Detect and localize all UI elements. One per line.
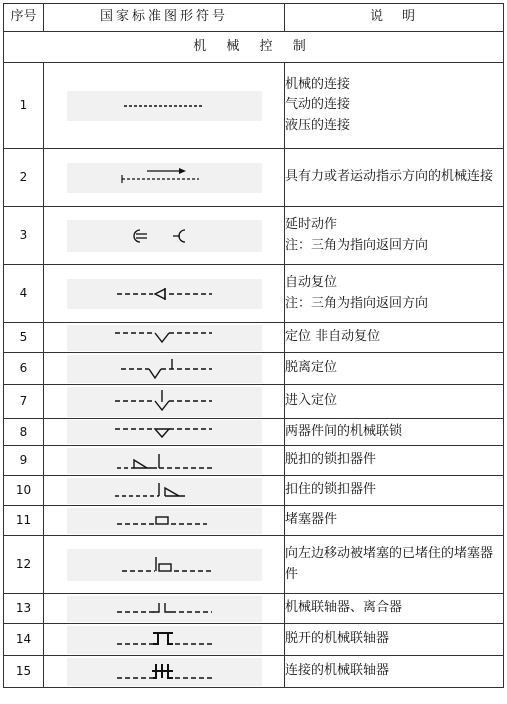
symbol-cell xyxy=(44,323,285,353)
row-description xyxy=(285,506,504,536)
section-row xyxy=(4,32,504,63)
symbol-cell xyxy=(44,419,285,446)
latch-released-symbol-icon xyxy=(67,448,262,474)
row-index: 5 xyxy=(4,323,44,353)
desc-line: 向左边移动被堵塞的已堵住的堵塞器件 xyxy=(285,546,494,582)
desc-line: 堵塞器件 xyxy=(285,512,338,528)
row-description xyxy=(285,476,504,506)
symbol-table xyxy=(3,3,504,688)
blocking-device-symbol-icon xyxy=(67,508,262,534)
table-row xyxy=(4,446,504,476)
symbol-cell xyxy=(44,207,285,265)
desc-line: 机械的连接 xyxy=(285,77,351,93)
header-description: 说 明 xyxy=(285,4,504,32)
desc-line: 机械联轴器、离合器 xyxy=(285,600,403,616)
table-row xyxy=(4,207,504,265)
enter-positioning-symbol-icon xyxy=(67,387,262,417)
symbol-cell xyxy=(44,353,285,385)
row-description xyxy=(285,149,504,207)
dashed-line-symbol-icon xyxy=(67,91,262,121)
symbol-cell xyxy=(44,446,285,476)
table-row xyxy=(4,656,504,688)
desc-line: 注：三角为指向返回方向 xyxy=(285,295,429,311)
section-title: 机 械 控 制 xyxy=(4,32,504,63)
desc-line: 进入定位 xyxy=(285,393,338,409)
table-row xyxy=(4,624,504,656)
desc-line: 注：三角为指向返回方向 xyxy=(285,237,429,253)
table-row xyxy=(4,353,504,385)
row-description xyxy=(285,419,504,446)
row-description xyxy=(285,446,504,476)
desc-line: 连接的机械联轴器 xyxy=(285,663,390,679)
table-row xyxy=(4,385,504,419)
table-row xyxy=(4,63,504,149)
row-index: 13 xyxy=(4,594,44,624)
row-index: 1 xyxy=(4,63,44,149)
blocked-move-left-symbol-icon xyxy=(67,549,262,581)
symbol-cell xyxy=(44,536,285,594)
disengage-positioning-symbol-icon xyxy=(67,355,262,383)
desc-line: 脱离定位 xyxy=(285,360,338,376)
row-description xyxy=(285,624,504,656)
row-index: 6 xyxy=(4,353,44,385)
table-row xyxy=(4,265,504,323)
desc-line: 两器件间的机械联锁 xyxy=(285,423,403,439)
table-row xyxy=(4,323,504,353)
symbol-cell xyxy=(44,63,285,149)
row-index: 9 xyxy=(4,446,44,476)
desc-line: 脱扣的锁扣器件 xyxy=(285,452,377,468)
row-index: 4 xyxy=(4,265,44,323)
table-row xyxy=(4,419,504,446)
mechanical-coupling-symbol-icon xyxy=(67,596,262,622)
desc-line: 液压的连接 xyxy=(285,117,351,133)
row-description xyxy=(285,536,504,594)
row-description xyxy=(285,265,504,323)
desc-line: 定位 非自动复位 xyxy=(285,329,381,345)
row-description xyxy=(285,594,504,624)
desc-line: 扣住的锁扣器件 xyxy=(285,482,377,498)
row-description xyxy=(285,63,504,149)
symbol-cell xyxy=(44,476,285,506)
row-description xyxy=(285,656,504,688)
table-row xyxy=(4,594,504,624)
row-index: 10 xyxy=(4,476,44,506)
symbol-cell xyxy=(44,624,285,656)
row-index: 12 xyxy=(4,536,44,594)
auto-return-symbol-icon xyxy=(67,279,262,309)
symbol-cell xyxy=(44,149,285,207)
row-index: 15 xyxy=(4,656,44,688)
row-description xyxy=(285,323,504,353)
row-index: 8 xyxy=(4,419,44,446)
coupling-engaged-symbol-icon xyxy=(67,658,262,686)
desc-line: 气动的连接 xyxy=(285,97,351,113)
row-index: 14 xyxy=(4,624,44,656)
desc-line: 延时动作 xyxy=(285,217,338,233)
direction-arrow-symbol-icon xyxy=(67,163,262,193)
row-description xyxy=(285,353,504,385)
symbol-cell xyxy=(44,656,285,688)
latch-held-symbol-icon xyxy=(67,478,262,504)
desc-line: 具有力或者运动指示方向的机械连接 xyxy=(285,169,494,185)
positioning-symbol-icon xyxy=(67,325,262,351)
header-row xyxy=(4,4,504,32)
header-index: 序号 xyxy=(4,4,44,32)
symbol-cell xyxy=(44,385,285,419)
mechanical-interlock-symbol-icon xyxy=(67,420,262,444)
delay-action-symbol-icon xyxy=(67,220,262,252)
row-index: 7 xyxy=(4,385,44,419)
header-symbol: 国家标准图形符号 xyxy=(44,4,285,32)
table-row xyxy=(4,476,504,506)
coupling-disengaged-symbol-icon xyxy=(67,626,262,654)
symbol-cell xyxy=(44,594,285,624)
row-index: 3 xyxy=(4,207,44,265)
symbol-cell xyxy=(44,506,285,536)
table-row xyxy=(4,536,504,594)
symbol-cell xyxy=(44,265,285,323)
row-index: 11 xyxy=(4,506,44,536)
table-row xyxy=(4,506,504,536)
row-description xyxy=(285,385,504,419)
table-row xyxy=(4,149,504,207)
row-index: 2 xyxy=(4,149,44,207)
desc-line: 脱开的机械联轴器 xyxy=(285,631,390,647)
row-description xyxy=(285,207,504,265)
desc-line: 自动复位 xyxy=(285,275,338,291)
